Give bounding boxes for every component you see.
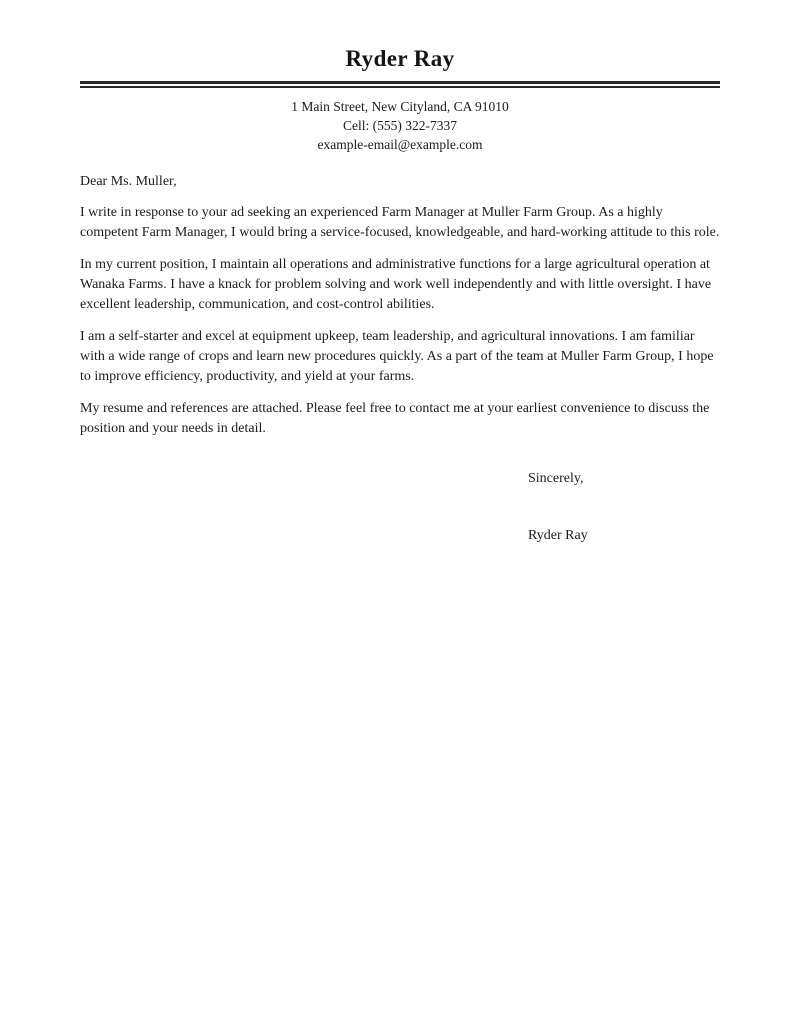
- contact-block: [80, 97, 720, 154]
- paragraph-skills: I am a self-starter and excel at equipment upkeep, team leadership, and agricultural innovations. I am familiar with a wide range of crops and learn new procedures quickly. As a part of the team at Muller Farm Group, I hope to improve efficiency, productivity, and yield at your farms.: [80, 329, 714, 384]
- salutation: Dear Ms. Muller,: [80, 174, 177, 189]
- letter-header: [80, 46, 720, 154]
- paragraph-intro: I write in response to your ad seeking an experienced Farm Manager at Muller Farm Group. As a highly competent Farm Manager, I would bring a service-focused, knowledgeable, and hard-working attitude to this role.: [80, 205, 720, 240]
- letter-body: [80, 172, 720, 546]
- paragraph-current-position: In my current position, I maintain all operations and administrative functions for a large agricultural operation at Wanaka Farms. I have a knack for problem solving and work well independently and with little oversight. I have excellent leadership, communication, and cost-control abilities.: [80, 257, 712, 312]
- contact-phone: Cell: (555) 322-7337: [343, 118, 457, 133]
- signature-block: [528, 469, 720, 546]
- applicant-name-title: Ryder Ray: [345, 46, 455, 71]
- double-rule-divider: [80, 81, 720, 88]
- signature-name: Ryder Ray: [528, 528, 588, 543]
- contact-address: 1 Main Street, New Cityland, CA 91010: [291, 99, 509, 114]
- contact-email: example-email@example.com: [317, 137, 483, 152]
- paragraph-call-to-action: My resume and references are attached. Please feel free to contact me at your earliest convenience to discuss the position and your needs in detail.: [80, 401, 710, 436]
- closing-line: Sincerely,: [528, 471, 584, 486]
